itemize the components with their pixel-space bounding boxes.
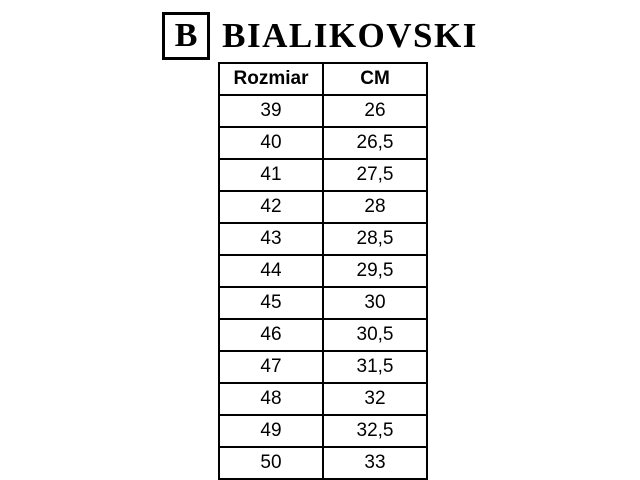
cell-size: 43 (219, 223, 323, 255)
brand-logo-icon (162, 12, 210, 60)
cell-size: 46 (219, 319, 323, 351)
cell-cm: 30 (323, 287, 427, 319)
size-table-head (219, 63, 427, 95)
cell-cm: 27,5 (323, 159, 427, 191)
table-row (219, 351, 427, 383)
cell-cm: 32,5 (323, 415, 427, 447)
table-row (219, 159, 427, 191)
cell-size: 44 (219, 255, 323, 287)
brand-name: BIALIKOVSKI (222, 16, 478, 55)
table-row (219, 383, 427, 415)
brand-header (0, 12, 640, 60)
table-row (219, 127, 427, 159)
column-header-size: Rozmiar (219, 63, 323, 95)
cell-cm: 29,5 (323, 255, 427, 287)
cell-cm: 32 (323, 383, 427, 415)
table-row (219, 447, 427, 479)
cell-cm: 33 (323, 447, 427, 479)
size-table (218, 62, 428, 480)
table-row (219, 415, 427, 447)
table-row (219, 223, 427, 255)
cell-size: 48 (219, 383, 323, 415)
table-row (219, 191, 427, 223)
table-row (219, 319, 427, 351)
column-header-cm: CM (323, 63, 427, 95)
cell-size: 41 (219, 159, 323, 191)
cell-cm: 26,5 (323, 127, 427, 159)
cell-size: 45 (219, 287, 323, 319)
cell-size: 42 (219, 191, 323, 223)
cell-size: 39 (219, 95, 323, 127)
table-row (219, 95, 427, 127)
table-row (219, 287, 427, 319)
cell-cm: 26 (323, 95, 427, 127)
cell-cm: 28 (323, 191, 427, 223)
cell-size: 47 (219, 351, 323, 383)
cell-size: 40 (219, 127, 323, 159)
cell-size: 49 (219, 415, 323, 447)
cell-size: 50 (219, 447, 323, 479)
size-table-body (219, 95, 427, 479)
brand-logo-letter: B (174, 17, 198, 54)
cell-cm: 31,5 (323, 351, 427, 383)
table-row (219, 255, 427, 287)
size-table-container (218, 62, 426, 480)
cell-cm: 30,5 (323, 319, 427, 351)
table-header-row (219, 63, 427, 95)
cell-cm: 28,5 (323, 223, 427, 255)
